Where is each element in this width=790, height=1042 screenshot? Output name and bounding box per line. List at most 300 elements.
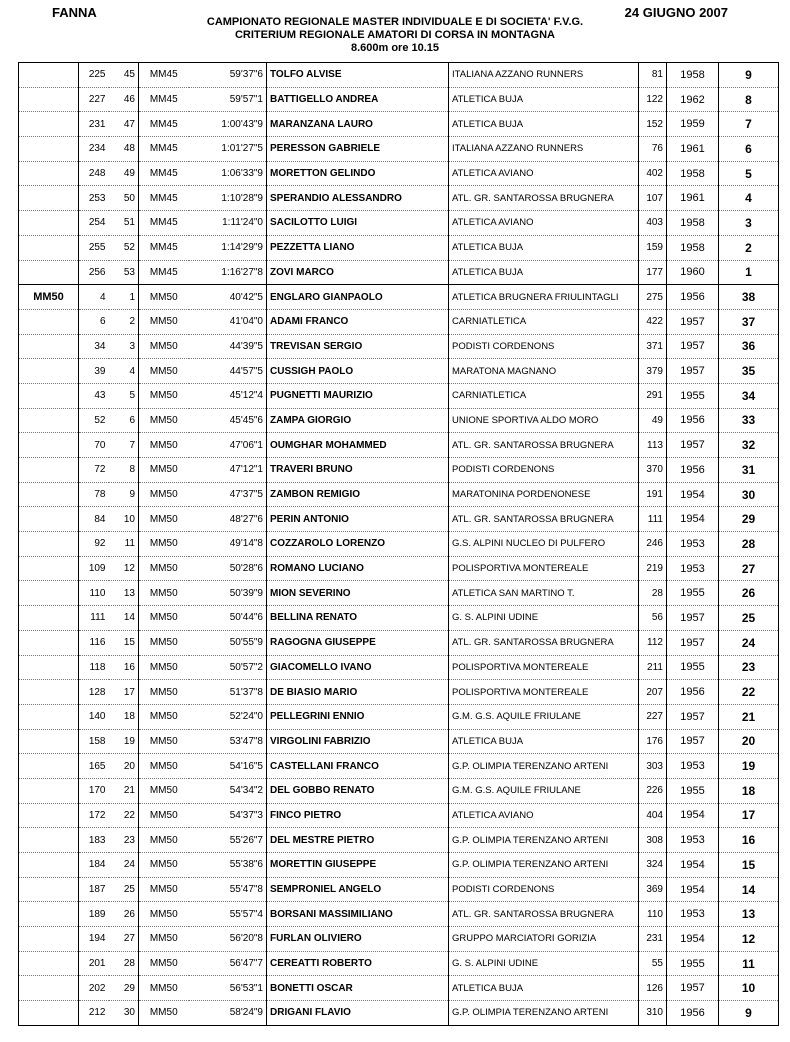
category-code: MM50 (139, 778, 189, 803)
table-row (19, 112, 779, 137)
club-code: 402 (639, 161, 667, 186)
finish-time: 55'26"7 (189, 828, 267, 853)
category-group-label (19, 951, 79, 976)
table-row (19, 532, 779, 557)
athlete-name: OUMGHAR MOHAMMED (267, 433, 449, 458)
bib-number: 116 (79, 630, 109, 655)
birth-year: 1961 (667, 137, 719, 162)
athlete-name: PERESSON GABRIELE (267, 137, 449, 162)
category-group-label (19, 828, 79, 853)
athlete-name: MORETTON GELINDO (267, 161, 449, 186)
category-group-label (19, 137, 79, 162)
athlete-name: ROMANO LUCIANO (267, 556, 449, 581)
points: 17 (719, 803, 779, 828)
bib-number: 201 (79, 951, 109, 976)
category-group-label (19, 680, 79, 705)
category-group-label (19, 359, 79, 384)
finish-time: 58'24"9 (189, 1001, 267, 1026)
category-position: 15 (109, 630, 139, 655)
birth-year: 1957 (667, 309, 719, 334)
athlete-name: FURLAN OLIVIERO (267, 927, 449, 952)
bib-number: 111 (79, 606, 109, 631)
category-group-label (19, 458, 79, 483)
finish-time: 52'24"0 (189, 704, 267, 729)
finish-time: 40'42"5 (189, 285, 267, 310)
bib-number: 70 (79, 433, 109, 458)
club-name: G.P. OLIMPIA TERENZANO ARTENI (449, 1001, 639, 1026)
bib-number: 212 (79, 1001, 109, 1026)
club-name: ATLETICA AVIANO (449, 211, 639, 236)
club-code: 369 (639, 877, 667, 902)
club-code: 152 (639, 112, 667, 137)
bib-number: 110 (79, 581, 109, 606)
finish-time: 54'34"2 (189, 778, 267, 803)
category-group-label (19, 383, 79, 408)
category-code: MM50 (139, 581, 189, 606)
table-row (19, 778, 779, 803)
birth-year: 1957 (667, 606, 719, 631)
championship-title: CAMPIONATO REGIONALE MASTER INDIVIDUALE E DI SOCIETA' F.V.G. (206, 16, 584, 28)
club-name: G.S. ALPINI NUCLEO DI PULFERO (449, 532, 639, 557)
finish-time: 54'37"3 (189, 803, 267, 828)
athlete-name: SPERANDIO ALESSANDRO (267, 186, 449, 211)
athlete-name: TRAVERI BRUNO (267, 458, 449, 483)
finish-time: 54'16"5 (189, 754, 267, 779)
club-code: 275 (639, 285, 667, 310)
birth-year: 1954 (667, 853, 719, 878)
category-code: MM50 (139, 458, 189, 483)
category-group-label (19, 877, 79, 902)
category-position: 2 (109, 309, 139, 334)
category-code: MM50 (139, 754, 189, 779)
bib-number: 118 (79, 655, 109, 680)
bib-number: 256 (79, 260, 109, 285)
club-code: 113 (639, 433, 667, 458)
finish-time: 50'55"9 (189, 630, 267, 655)
points: 33 (719, 408, 779, 433)
athlete-name: RAGOGNA GIUSEPPE (267, 630, 449, 655)
points: 14 (719, 877, 779, 902)
category-code: MM50 (139, 408, 189, 433)
points: 5 (719, 161, 779, 186)
club-code: 211 (639, 655, 667, 680)
category-position: 28 (109, 951, 139, 976)
points: 19 (719, 754, 779, 779)
bib-number: 140 (79, 704, 109, 729)
category-code: MM45 (139, 260, 189, 285)
bib-number: 231 (79, 112, 109, 137)
club-name: ATLETICA BUJA (449, 729, 639, 754)
club-code: 122 (639, 87, 667, 112)
athlete-name: CEREATTI ROBERTO (267, 951, 449, 976)
club-code: 81 (639, 63, 667, 88)
points: 15 (719, 853, 779, 878)
category-position: 3 (109, 334, 139, 359)
points: 35 (719, 359, 779, 384)
category-group-label (19, 581, 79, 606)
bib-number: 187 (79, 877, 109, 902)
bib-number: 227 (79, 87, 109, 112)
category-code: MM50 (139, 532, 189, 557)
table-row (19, 186, 779, 211)
points: 28 (719, 532, 779, 557)
finish-time: 47'06"1 (189, 433, 267, 458)
bib-number: 39 (79, 359, 109, 384)
athlete-name: TOLFO ALVISE (267, 63, 449, 88)
finish-time: 56'53"1 (189, 976, 267, 1001)
category-group-label (19, 235, 79, 260)
finish-time: 1:01'27"5 (189, 137, 267, 162)
birth-year: 1958 (667, 161, 719, 186)
club-code: 49 (639, 408, 667, 433)
club-name: ATLETICA BUJA (449, 235, 639, 260)
athlete-name: PEZZETTA LIANO (267, 235, 449, 260)
club-name: ATLETICA BUJA (449, 260, 639, 285)
athlete-name: MARANZANA LAURO (267, 112, 449, 137)
club-name: PODISTI CORDENONS (449, 877, 639, 902)
category-code: MM45 (139, 186, 189, 211)
points: 11 (719, 951, 779, 976)
category-group-label (19, 630, 79, 655)
bib-number: 78 (79, 482, 109, 507)
table-row (19, 581, 779, 606)
points: 3 (719, 211, 779, 236)
category-position: 30 (109, 1001, 139, 1026)
club-code: 404 (639, 803, 667, 828)
athlete-name: PELLEGRINI ENNIO (267, 704, 449, 729)
bib-number: 255 (79, 235, 109, 260)
points: 16 (719, 828, 779, 853)
category-code: MM50 (139, 877, 189, 902)
club-name: MARATONINA PORDENONESE (449, 482, 639, 507)
points: 38 (719, 285, 779, 310)
finish-time: 44'39"5 (189, 334, 267, 359)
birth-year: 1957 (667, 433, 719, 458)
club-code: 310 (639, 1001, 667, 1026)
bib-number: 225 (79, 63, 109, 88)
club-name: POLISPORTIVA MONTEREALE (449, 655, 639, 680)
document-title-block (0, 16, 790, 55)
birth-year: 1961 (667, 186, 719, 211)
category-code: MM50 (139, 976, 189, 1001)
club-code: 422 (639, 309, 667, 334)
birth-year: 1953 (667, 556, 719, 581)
bib-number: 34 (79, 334, 109, 359)
club-name: ATL. GR. SANTAROSSA BRUGNERA (449, 902, 639, 927)
athlete-name: FINCO PIETRO (267, 803, 449, 828)
birth-year: 1958 (667, 211, 719, 236)
category-position: 49 (109, 161, 139, 186)
finish-time: 1:11'24"0 (189, 211, 267, 236)
club-name: G.M. G.S. AQUILE FRIULANE (449, 704, 639, 729)
table-row (19, 630, 779, 655)
club-name: PODISTI CORDENONS (449, 458, 639, 483)
table-row (19, 680, 779, 705)
club-code: 207 (639, 680, 667, 705)
finish-time: 49'14"8 (189, 532, 267, 557)
category-group-label (19, 729, 79, 754)
club-code: 191 (639, 482, 667, 507)
bib-number: 128 (79, 680, 109, 705)
table-row (19, 507, 779, 532)
category-position: 1 (109, 285, 139, 310)
athlete-name: SEMPRONIEL ANGELO (267, 877, 449, 902)
finish-time: 1:10'28"9 (189, 186, 267, 211)
table-row (19, 754, 779, 779)
points: 4 (719, 186, 779, 211)
bib-number: 92 (79, 532, 109, 557)
points: 7 (719, 112, 779, 137)
club-code: 403 (639, 211, 667, 236)
club-name: ATLETICA BUJA (449, 976, 639, 1001)
table-row (19, 433, 779, 458)
birth-year: 1954 (667, 927, 719, 952)
club-name: ATLETICA AVIANO (449, 161, 639, 186)
category-group-label (19, 606, 79, 631)
table-row (19, 482, 779, 507)
club-name: G.P. OLIMPIA TERENZANO ARTENI (449, 828, 639, 853)
athlete-name: ZOVI MARCO (267, 260, 449, 285)
club-code: 126 (639, 976, 667, 1001)
finish-time: 55'38"6 (189, 853, 267, 878)
club-name: G. S. ALPINI UDINE (449, 951, 639, 976)
table-row (19, 87, 779, 112)
bib-number: 52 (79, 408, 109, 433)
bib-number: 248 (79, 161, 109, 186)
athlete-name: VIRGOLINI FABRIZIO (267, 729, 449, 754)
table-row (19, 951, 779, 976)
category-code: MM45 (139, 63, 189, 88)
points: 13 (719, 902, 779, 927)
bib-number: 183 (79, 828, 109, 853)
category-code: MM45 (139, 137, 189, 162)
club-name: ATLETICA BUJA (449, 112, 639, 137)
category-position: 50 (109, 186, 139, 211)
category-position: 21 (109, 778, 139, 803)
athlete-name: DEL MESTRE PIETRO (267, 828, 449, 853)
category-group-label (19, 754, 79, 779)
club-name: ATL. GR. SANTAROSSA BRUGNERA (449, 630, 639, 655)
table-row (19, 285, 779, 310)
athlete-name: BELLINA RENATO (267, 606, 449, 631)
category-position: 25 (109, 877, 139, 902)
category-code: MM45 (139, 235, 189, 260)
category-code: MM50 (139, 853, 189, 878)
athlete-name: BORSANI MASSIMILIANO (267, 902, 449, 927)
table-row (19, 211, 779, 236)
table-row (19, 161, 779, 186)
athlete-name: DEL GOBBO RENATO (267, 778, 449, 803)
athlete-name: PUGNETTI MAURIZIO (267, 383, 449, 408)
athlete-name: SACILOTTO LUIGI (267, 211, 449, 236)
club-name: CARNIATLETICA (449, 309, 639, 334)
club-code: 56 (639, 606, 667, 631)
points: 2 (719, 235, 779, 260)
points: 25 (719, 606, 779, 631)
table-row (19, 902, 779, 927)
category-group-label (19, 161, 79, 186)
table-row (19, 853, 779, 878)
points: 20 (719, 729, 779, 754)
category-code: MM50 (139, 951, 189, 976)
points: 26 (719, 581, 779, 606)
finish-time: 1:00'43"9 (189, 112, 267, 137)
club-name: UNIONE SPORTIVA ALDO MORO (449, 408, 639, 433)
finish-time: 1:16'27"8 (189, 260, 267, 285)
points: 10 (719, 976, 779, 1001)
points: 21 (719, 704, 779, 729)
finish-time: 56'47"7 (189, 951, 267, 976)
points: 31 (719, 458, 779, 483)
table-row (19, 334, 779, 359)
points: 36 (719, 334, 779, 359)
finish-time: 48'27"6 (189, 507, 267, 532)
category-position: 52 (109, 235, 139, 260)
athlete-name: ZAMPA GIORGIO (267, 408, 449, 433)
birth-year: 1955 (667, 581, 719, 606)
athlete-name: DRIGANI FLAVIO (267, 1001, 449, 1026)
category-position: 8 (109, 458, 139, 483)
club-name: CARNIATLETICA (449, 383, 639, 408)
results-body (19, 63, 779, 1026)
finish-time: 47'12"1 (189, 458, 267, 483)
category-code: MM50 (139, 902, 189, 927)
bib-number: 202 (79, 976, 109, 1001)
club-code: 55 (639, 951, 667, 976)
club-name: GRUPPO MARCIATORI GORIZIA (449, 927, 639, 952)
table-row (19, 63, 779, 88)
club-code: 227 (639, 704, 667, 729)
birth-year: 1956 (667, 408, 719, 433)
category-position: 16 (109, 655, 139, 680)
category-position: 27 (109, 927, 139, 952)
club-code: 176 (639, 729, 667, 754)
category-position: 12 (109, 556, 139, 581)
athlete-name: GIACOMELLO IVANO (267, 655, 449, 680)
birth-year: 1957 (667, 729, 719, 754)
category-group-label (19, 211, 79, 236)
club-code: 324 (639, 853, 667, 878)
category-group-label (19, 87, 79, 112)
category-position: 46 (109, 87, 139, 112)
club-code: 76 (639, 137, 667, 162)
category-group-label (19, 927, 79, 952)
club-code: 379 (639, 359, 667, 384)
finish-time: 45'45"6 (189, 408, 267, 433)
athlete-name: TREVISAN SERGIO (267, 334, 449, 359)
category-group-label (19, 976, 79, 1001)
club-name: ITALIANA AZZANO RUNNERS (449, 63, 639, 88)
club-name: ATL. GR. SANTAROSSA BRUGNERA (449, 507, 639, 532)
category-group-label (19, 655, 79, 680)
club-code: 110 (639, 902, 667, 927)
birth-year: 1953 (667, 902, 719, 927)
category-code: MM50 (139, 655, 189, 680)
category-code: MM45 (139, 211, 189, 236)
points: 18 (719, 778, 779, 803)
birth-year: 1955 (667, 951, 719, 976)
category-group-label (19, 309, 79, 334)
club-name: ATLETICA AVIANO (449, 803, 639, 828)
category-group-label (19, 112, 79, 137)
club-name: G. S. ALPINI UDINE (449, 606, 639, 631)
birth-year: 1956 (667, 1001, 719, 1026)
finish-time: 1:06'33"9 (189, 161, 267, 186)
bib-number: 84 (79, 507, 109, 532)
club-name: PODISTI CORDENONS (449, 334, 639, 359)
club-name: ATLETICA BRUGNERA FRIULINTAGLI (449, 285, 639, 310)
category-position: 29 (109, 976, 139, 1001)
birth-year: 1960 (667, 260, 719, 285)
category-code: MM50 (139, 606, 189, 631)
club-code: 246 (639, 532, 667, 557)
birth-year: 1958 (667, 235, 719, 260)
category-position: 9 (109, 482, 139, 507)
category-group-label (19, 556, 79, 581)
points: 9 (719, 63, 779, 88)
birth-year: 1962 (667, 87, 719, 112)
finish-time: 50'44"6 (189, 606, 267, 631)
race-distance-time: 8.600m ore 10.15 (350, 42, 440, 54)
points: 29 (719, 507, 779, 532)
table-row (19, 458, 779, 483)
table-row (19, 729, 779, 754)
club-code: 303 (639, 754, 667, 779)
category-code: MM50 (139, 803, 189, 828)
category-group-label (19, 334, 79, 359)
bib-number: 6 (79, 309, 109, 334)
birth-year: 1954 (667, 877, 719, 902)
points: 12 (719, 927, 779, 952)
category-group-label: MM50 (19, 285, 79, 310)
category-position: 7 (109, 433, 139, 458)
table-row (19, 556, 779, 581)
category-position: 24 (109, 853, 139, 878)
results-table (18, 62, 779, 1026)
club-code: 219 (639, 556, 667, 581)
club-code: 112 (639, 630, 667, 655)
club-name: ATL. GR. SANTAROSSA BRUGNERA (449, 433, 639, 458)
bib-number: 184 (79, 853, 109, 878)
bib-number: 253 (79, 186, 109, 211)
category-code: MM45 (139, 112, 189, 137)
category-group-label (19, 803, 79, 828)
birth-year: 1954 (667, 482, 719, 507)
bib-number: 43 (79, 383, 109, 408)
category-position: 17 (109, 680, 139, 705)
category-code: MM50 (139, 556, 189, 581)
birth-year: 1953 (667, 754, 719, 779)
category-position: 26 (109, 902, 139, 927)
club-name: ITALIANA AZZANO RUNNERS (449, 137, 639, 162)
birth-year: 1956 (667, 680, 719, 705)
table-row (19, 383, 779, 408)
category-position: 45 (109, 63, 139, 88)
finish-time: 50'28"6 (189, 556, 267, 581)
points: 22 (719, 680, 779, 705)
category-code: MM50 (139, 1001, 189, 1026)
birth-year: 1956 (667, 458, 719, 483)
category-group-label (19, 778, 79, 803)
category-position: 13 (109, 581, 139, 606)
club-name: G.P. OLIMPIA TERENZANO ARTENI (449, 754, 639, 779)
category-code: MM50 (139, 507, 189, 532)
finish-time: 59'37"6 (189, 63, 267, 88)
finish-time: 45'12"4 (189, 383, 267, 408)
category-group-label (19, 433, 79, 458)
table-row (19, 803, 779, 828)
points: 6 (719, 137, 779, 162)
